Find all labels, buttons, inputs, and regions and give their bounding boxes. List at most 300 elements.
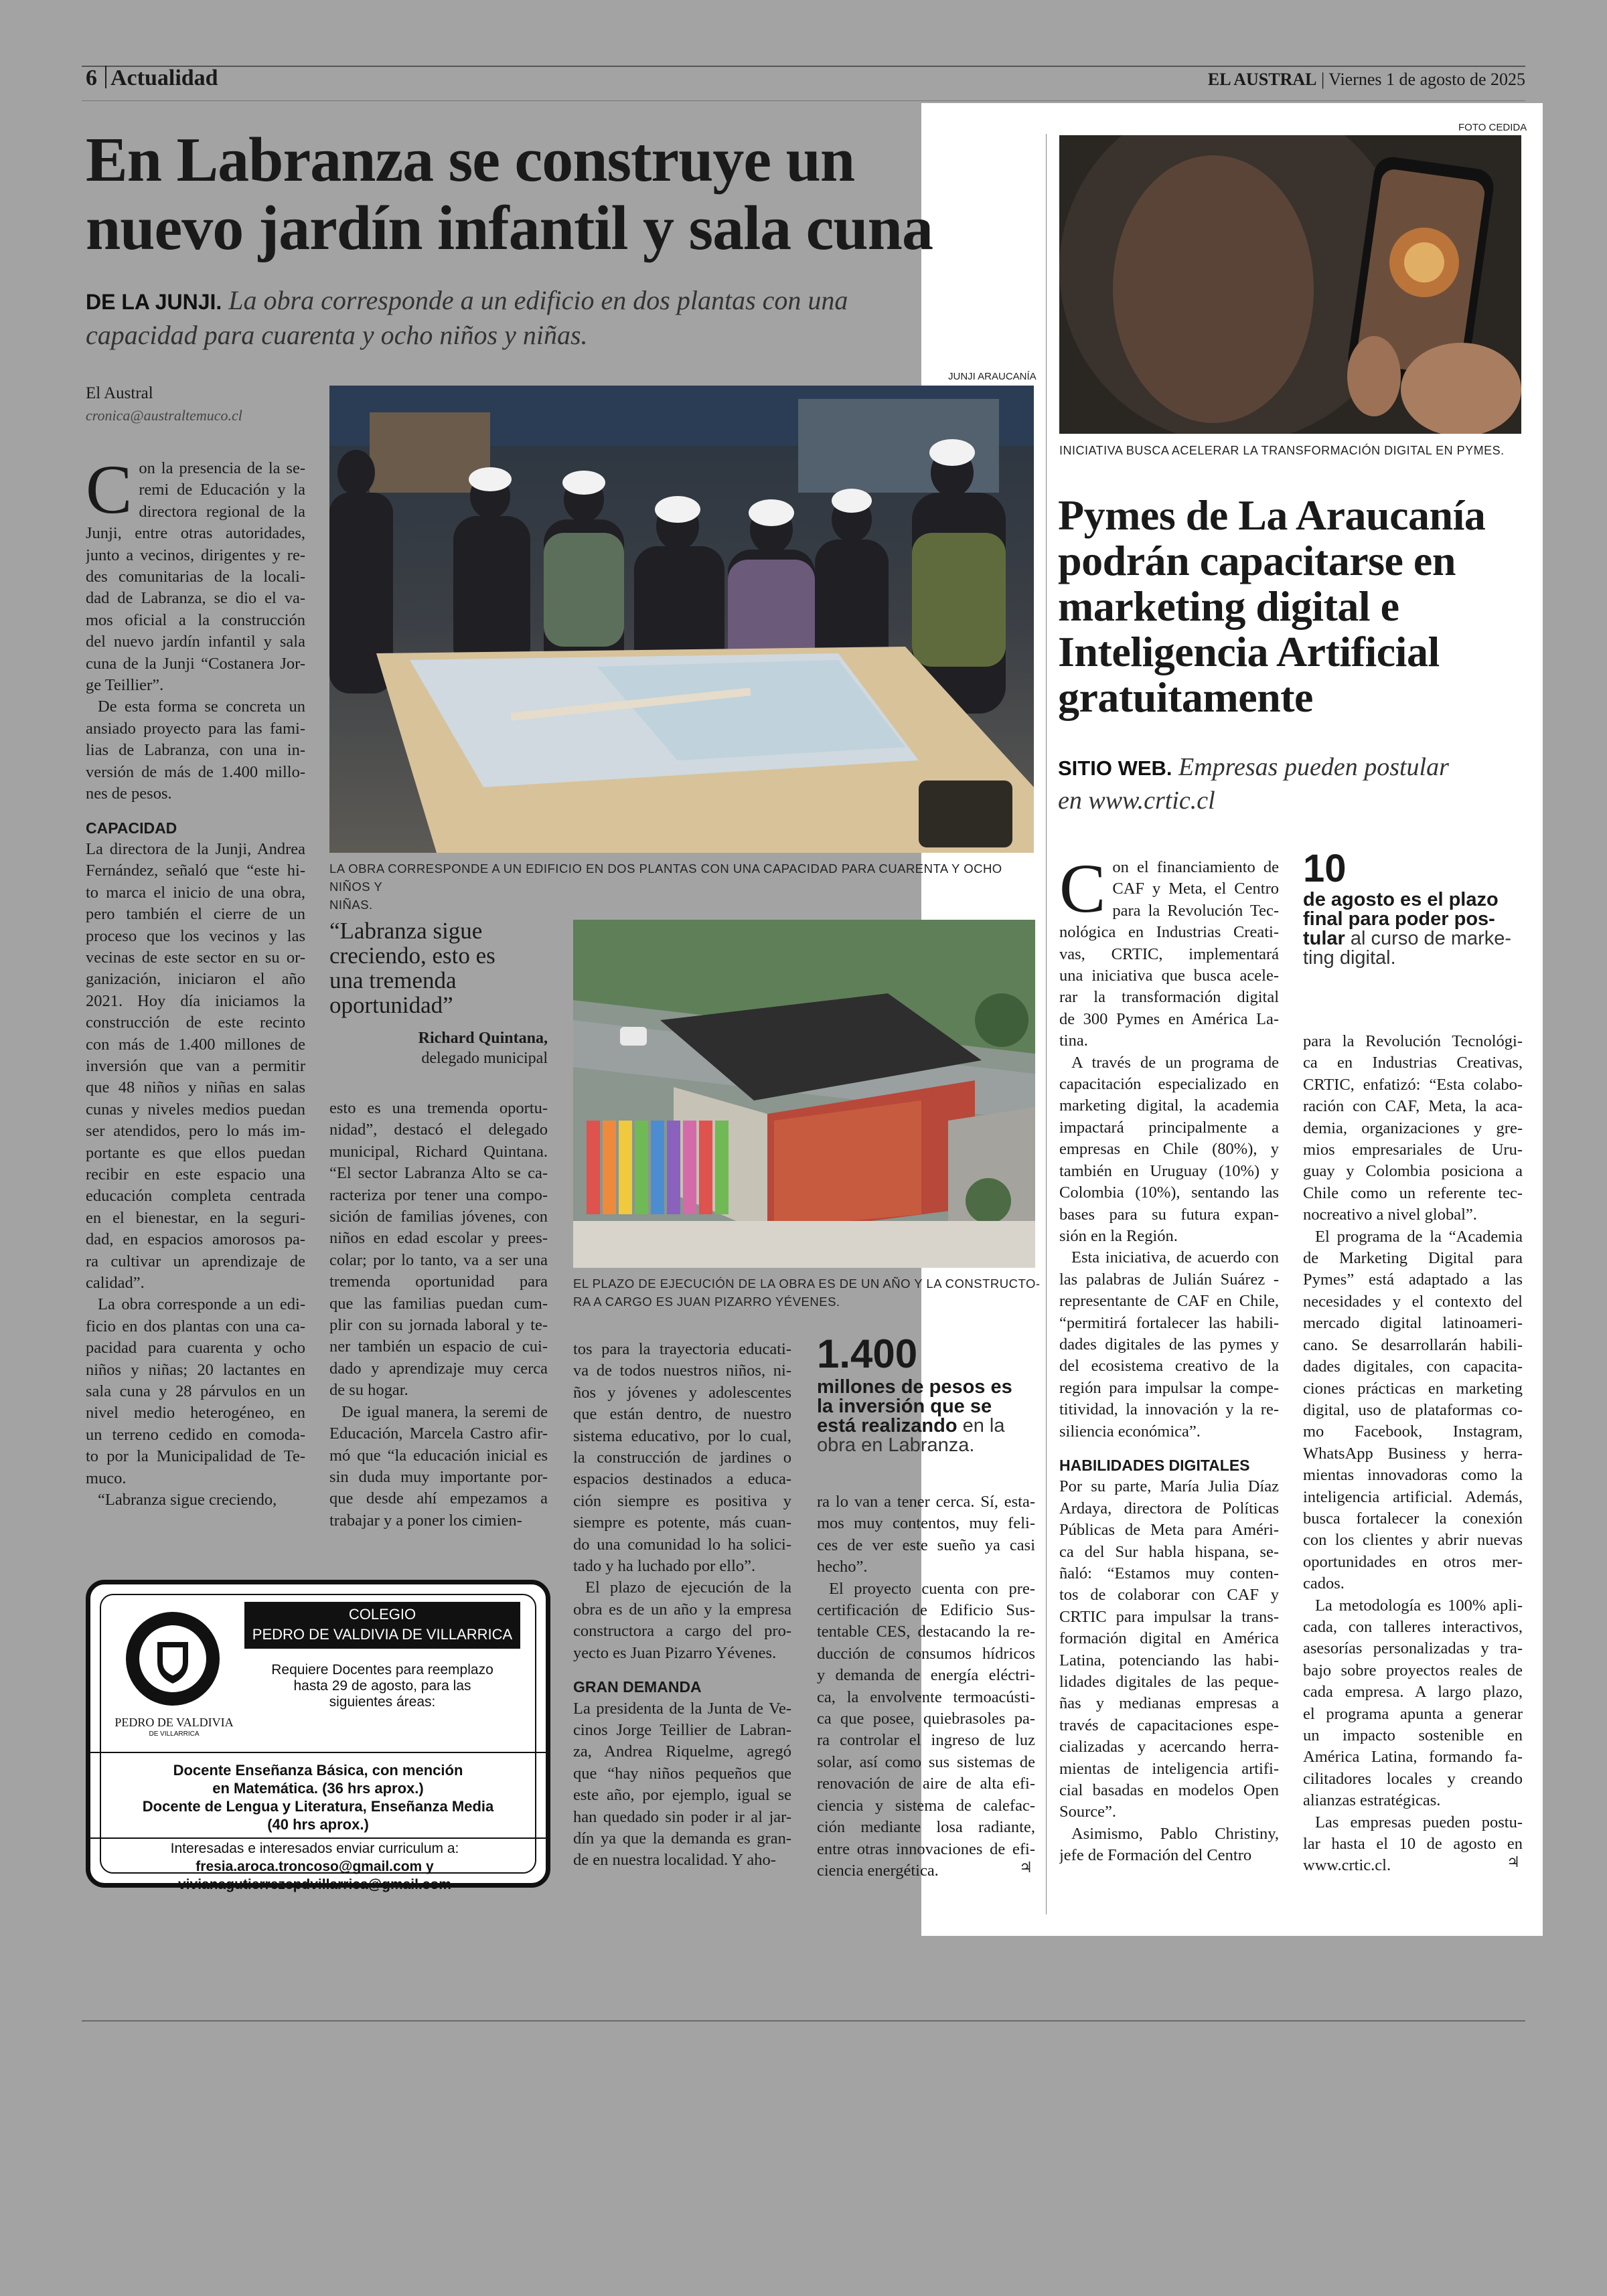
headline-line: podrán capacitarse en [1058,537,1456,584]
text-line: certificación de Edificio Sus- [817,1601,1035,1620]
side-column-1 [1059,850,1279,1867]
text-line: del ecosistema creativo de la [1059,1357,1279,1376]
text-line: muco. [86,1469,127,1487]
school-seal-icon [123,1609,223,1709]
paragraph [86,1294,305,1489]
stat-text-rest: obra en Labranza. [817,1434,975,1456]
text-line: formación digital en América [1059,1629,1279,1648]
text-line: cada, con talleres interactivos, [1303,1617,1523,1636]
text-line: WhatsApp Business y herra- [1303,1444,1523,1463]
text-line: niños en edad escolar y prees- [329,1229,548,1248]
ad-line: Docente de Lengua y Literatura, Enseñanza Media [142,1798,494,1815]
byline-author: El Austral [86,384,153,402]
text-line: través de capacitaciones espe- [1059,1716,1279,1734]
text-line: to marca el inicio de una obra, [86,883,305,902]
text-line: ge Teillier”. [86,676,164,695]
paragraph [817,1578,1035,1882]
headline-line: Pymes de La Araucanía [1058,491,1486,539]
paragraph [1303,1595,1523,1812]
text-line: ñaló: “Estamos muy conten- [1059,1564,1279,1582]
paragraph [86,696,305,805]
section-name: Actualidad [110,66,218,90]
text-line: ción mediante losa radiante, [817,1818,1035,1837]
text-line: impactará principalmente a [1059,1118,1279,1137]
text-line: demia, organizaciones y gre- [1303,1119,1523,1137]
text-line: CAF y Meta, el Centro [1112,880,1279,898]
stat-number: 1.400 [817,1331,918,1376]
text-line: ficio en dos plantas con una ca- [86,1317,305,1335]
text-line: han quedado sin poder ir al jar- [573,1807,791,1826]
text-line: dado y aprendizaje muy cerca [329,1359,548,1378]
stat-box [817,1331,1038,1456]
text-line: hecho”. [817,1558,868,1576]
paragraph [1303,1812,1523,1877]
headline-line: En Labranza se construye un [86,125,855,195]
text-line: que desde ahí empezamos a [329,1489,548,1508]
ad-line: en Matemática. (36 hrs aprox.) [212,1780,424,1797]
text-line: tos para la trayectoria educati- [573,1340,791,1358]
text-line: des comunitarias de la locali- [86,568,305,586]
text-line: sición de familias jóvenes, con [329,1208,548,1226]
text-line: tado y ha luchado por ello”. [573,1557,756,1576]
text-line: ca del Sur habla hispana, se- [1059,1542,1279,1561]
banner-line: PEDRO DE VALDIVIA DE VILLARRICA [252,1626,513,1643]
quote-author: Richard Quintana, [418,1030,548,1047]
section-header [86,66,218,91]
ad-contact-block [100,1839,529,1894]
text-line: “El sector Labranza Alto se ca- [329,1164,548,1183]
text-line: za, Andrea Riquelme, agregó [573,1742,791,1761]
text-line: dad de Labranza, se dio el va- [86,589,305,608]
paragraph [329,1098,548,1402]
header-bottom-rule [82,100,1525,101]
text-line: lias de Labranza, con una in- [86,741,305,760]
stat-box [1303,847,1524,969]
text-line: ños y jóvenes y adolescentes [573,1383,791,1402]
text-line: de en nuestra localidad. Y aho- [573,1851,776,1870]
text-line: va de todos nuestros niños, ni- [573,1362,791,1380]
stat-number: 10 [1303,847,1347,890]
text-line: CRTIC para impulsar la trans- [1059,1607,1279,1626]
text-line: empresas en Chile (80%), y [1059,1140,1279,1159]
text-line: construcción de este recinto [86,1013,305,1032]
text-line: to por la Municipalidad de Te- [86,1447,305,1466]
text-line: esto es una tremenda oportu- [329,1099,548,1117]
text-line: que están dentro, de nuestro [573,1405,791,1424]
text-line: municipal, Richard Quintana. [329,1142,548,1161]
ad-requirement [244,1662,520,1710]
side-deck [1058,751,1527,817]
caption-line: EL PLAZO DE EJECUCIÓN DE LA OBRA ES DE UN AÑO Y LA CONSTRUCTO- [573,1277,1041,1291]
text-line: que 48 niños y niñas en salas [86,1078,305,1097]
text-line: mercado digital latinoameri- [1303,1314,1523,1333]
text-line: directora regional de la [139,502,305,521]
photo-credit: FOTO CEDIDA [1458,122,1527,133]
ad-email: vivianagutierrezcpdvillarrica@gmail.com [178,1877,451,1892]
text-line: ciencia energética. [817,1861,939,1880]
photo-caption: INICIATIVA BUSCA ACELERAR LA TRANSFORMACIÓN DIGITAL EN PYMES. [1059,444,1505,457]
text-line: las palabras de Julián Suárez - [1059,1270,1279,1289]
text-line: también en Uruguay (10%) y [1059,1161,1279,1180]
text-line: Chile como un referente tec- [1303,1183,1523,1202]
text-line: y demanda de energía eléctri- [817,1666,1035,1685]
text-line: que “hay niños pequeños que [573,1764,791,1783]
ad-line: siguientes áreas: [329,1694,436,1710]
text-line: de 300 Pymes en América La- [1059,1009,1279,1028]
text-line: un impacto sostenible en [1303,1726,1523,1744]
text-line: lidades digitales de las peque- [1059,1673,1279,1692]
text-line: ra cultivar un aprendizaje de [86,1252,305,1270]
text-line: entre otras innovaciones de efi- [817,1839,1035,1858]
text-line: tina. [1059,1032,1088,1050]
text-line: cuna de la Junji “Costanera Jor- [86,654,305,673]
text-line: do una comunidad lo ha solici- [573,1535,791,1554]
deck-text: Empresas pueden postular [1178,753,1449,781]
deck-text: La obra corresponde a un edificio en dos plantas con una [228,285,848,315]
text-line: La obra corresponde a un edi- [98,1295,305,1314]
caption-line: LA OBRA CORRESPONDE A UN EDIFICIO EN DOS PLANTAS CON UNA CAPACIDAD PARA CUARENTA Y OCHO NIÑOS Y [329,862,1002,894]
text-line: para la Revolución Tecnológi- [1303,1032,1523,1050]
text-line: ciencia y sistema de calefac- [817,1796,1035,1815]
text-line: mientas de inteligencia artifi- [1059,1759,1279,1778]
text-line: digital, uso de plataformas co- [1303,1400,1523,1419]
drop-cap: C [86,451,133,528]
text-line: ción siempre es positiva y [573,1491,791,1510]
text-line: Latina, potenciando las habi- [1059,1651,1279,1669]
paragraph [573,1698,791,1872]
text-line: Colombia (10%), sentando las [1059,1183,1279,1202]
text-line: dades digitales, con capacita- [1303,1358,1523,1376]
text-line: Ardaya, directora de Políticas [1059,1499,1279,1518]
headline-line: gratuitamente [1058,673,1313,721]
stat-text [817,1378,1038,1455]
text-line: cinos Jorge Teillier de Labran- [573,1720,791,1739]
text-line: ración con CAF, Meta, la aca- [1303,1097,1523,1116]
text-line: Educación, Marcela Castro afir- [329,1424,548,1443]
ad-banner [244,1602,520,1649]
text-line: dad, en espacios amorosos pa- [86,1230,305,1249]
text-line: Esta iniciativa, de acuerdo con [1071,1248,1279,1267]
main-headline [86,126,1037,262]
ad-line: (40 hrs aprox.) [267,1816,369,1833]
text-line: niños y niñas; 20 lactantes en [86,1360,305,1379]
text-line: nivel medio heterogéneo, en [86,1404,305,1422]
text-line: De igual manera, la seremi de [341,1402,548,1421]
text-line: ansiado proyecto para las fami- [86,719,305,738]
photo-caption [573,1275,1042,1311]
paper-name: EL AUSTRAL [1207,70,1317,89]
text-line: mios empresariales de Uru- [1303,1141,1523,1159]
seal-name: PEDRO DE VALDIVIA [114,1716,234,1729]
headline-line: Inteligencia Artificial [1058,628,1440,675]
text-line: educación completa centrada [86,1187,305,1206]
seal-city: DE VILLARRICA [149,1730,200,1738]
text-line: este año, por ejemplo, igual se [573,1786,791,1805]
text-line: cilitadores locales y creando [1303,1769,1523,1788]
stat-text-bold: la inversión que se [817,1396,992,1417]
paper-dateline: EL AUSTRAL | Viernes 1 de agosto de 2025 [1207,70,1525,89]
building-render-photo [573,920,1035,1268]
text-line: nológica en Industrias Creati- [1059,923,1279,942]
deck-text: capacidad para cuarenta y ocho niños y niñas. [86,320,588,350]
text-line: inteligencia artificial. Además, [1303,1487,1523,1506]
subhead: GRAN DEMANDA [573,1678,702,1696]
text-line: guay y Colombia posiciona a [1303,1162,1523,1181]
ad-line: Requiere Docentes para reemplazo [271,1662,493,1677]
quote-line: una tremenda [329,967,457,993]
text-line: mo Facebook, Instagram, [1303,1422,1523,1441]
footer-rule [82,2020,1525,2022]
text-line: alianzas estratégicas. [1303,1791,1441,1810]
text-line: junto a vecinos, dirigentes y re- [86,546,305,564]
text-line: representante de CAF en Chile, [1059,1292,1279,1311]
text-line: pacidad para cuarenta y ocho [86,1339,305,1358]
text-line: La metodología es 100% apli- [1315,1596,1523,1615]
text-line: Fernández, señaló que “este hi- [86,862,305,880]
byline-email: cronica@australtemuco.cl [86,407,242,424]
paragraph [86,1489,305,1511]
article-column-3 [573,1339,791,1872]
stat-text-bold: final para poder pos- [1303,908,1495,930]
text-line: cializadas y acercando herra- [1059,1738,1279,1756]
text-line: nidad”, destacó el delegado [329,1121,548,1139]
text-line: renovación de aire de alta efi- [817,1775,1035,1793]
ad-line: Interesadas e interesados enviar curriculum a: [170,1841,459,1856]
paragraph [817,1491,1035,1578]
construction-meeting-photo [329,386,1034,853]
text-line: dín ya que la demanda es gran- [573,1829,791,1848]
text-line: capacitación especializado en [1059,1075,1279,1094]
ad-divider [90,1752,546,1753]
text-line: titividad, la innovación y la re- [1059,1400,1279,1419]
main-deck [86,284,956,352]
text-line: Las empresas pueden postu- [1315,1813,1523,1831]
paragraph [1303,1226,1523,1595]
text-line: siliencia económica”. [1059,1422,1201,1441]
text-line: El proyecto cuenta con pre- [829,1579,1035,1598]
quote-line: “Labranza sigue [329,918,483,944]
header-top-rule [82,66,1525,67]
text-line: ganización, iniciaron el año [86,970,305,989]
ad-line: hasta 29 de agosto, para las [293,1678,471,1694]
byline [86,384,242,424]
text-line: pero también el cierre de un [86,905,305,924]
text-line: ca que posee, quiebrasoles pa- [817,1710,1035,1728]
text-line: “Labranza sigue creciendo, [98,1491,277,1509]
text-line: el programa apunta a generar [1303,1704,1523,1723]
paragraph [1059,1052,1279,1248]
text-line: ner también un espacio de cui- [329,1337,548,1356]
text-line: ser atendidos, pero lo más im- [86,1122,305,1141]
text-line: sistema educativo, por lo cual, [573,1426,791,1445]
text-line: ñas y medianas empresas a [1059,1694,1279,1713]
text-line: yecto es Juan Pizarro Yévenes. [573,1643,777,1662]
paragraph [1303,1031,1523,1226]
text-line: mos muy contentos, muy feli- [817,1514,1035,1533]
text-line: La presidenta de la Junta de Ve- [573,1699,791,1718]
ad-line: Docente Enseñanza Básica, con mención [173,1762,463,1779]
pull-quote [329,918,550,1017]
building-render-illustration [573,920,1035,1268]
text-line: mos oficial a la construcción [86,610,305,629]
text-line: Públicas de Meta para Améri- [1059,1521,1279,1540]
text-line: en el bienestar, en la seguri- [86,1208,305,1227]
text-line: ces de ver este sueño ya casi [817,1536,1035,1554]
text-line: El programa de la “Academia [1315,1227,1523,1246]
deck-kicker: SITIO WEB. [1058,756,1172,780]
text-line: región para impulsar la compe- [1059,1378,1279,1397]
deck-kicker: DE LA JUNJI. [86,290,222,314]
ad-email: fresia.aroca.troncoso@gmail.com y [196,1859,434,1874]
text-line: cada empresa. A largo plazo, [1303,1683,1523,1702]
text-line: 2021. Hoy día iniciamos la [86,991,305,1010]
text-line: cunas y niveles medios puedan [86,1100,305,1119]
banner-line: COLEGIO [348,1606,416,1623]
text-line: busca fortalecer la conexión [1303,1509,1523,1528]
text-line: El plazo de ejecución de la [585,1578,791,1597]
text-line: nes de pesos. [86,785,172,803]
stat-text-bold: tular [1303,928,1345,949]
subhead: HABILIDADES DIGITALES [1059,1456,1250,1474]
caption-line: NIÑAS. [329,898,373,912]
quote-attribution [329,1028,548,1068]
text-line: Junji, entre otras autoridades, [86,524,305,543]
text-line: www.crtic.cl. [1303,1856,1391,1875]
text-line: trabajar y a poner los cimien- [329,1511,522,1530]
paragraph [573,1577,791,1664]
text-line: ducción de consumos hídricos [817,1644,1035,1663]
text-line: bases para su futura expan- [1059,1205,1279,1224]
text-line: ra controlar el ingreso de luz [817,1731,1035,1750]
text-line: racteriza por tener una compo- [329,1185,548,1204]
text-line: Por su parte, María Julia Díaz [1059,1477,1279,1496]
text-line: bajo sobre proyectos reales de [1303,1661,1523,1679]
text-line: Source”. [1059,1803,1117,1821]
side-column-2 [1303,1031,1523,1877]
text-line: on el financiamiento de [1112,858,1279,876]
text-line: un terreno cedido en comoda- [86,1425,305,1444]
stat-text-rest: en la [957,1415,1005,1437]
column-divider [1046,134,1047,1914]
article-column-2 [329,1098,548,1532]
paragraph [1059,1247,1279,1443]
text-line: necesidades y el contexto del [1303,1292,1523,1311]
quote-role: delegado municipal [421,1050,548,1067]
paragraph [1059,1823,1279,1867]
text-line: remi de Educación y la [139,481,305,499]
stat-text-rest: al curso de marke- [1345,928,1512,949]
text-line: calidad”. [86,1274,145,1293]
headline-line: nuevo jardín infantil y sala cuna [86,193,933,263]
paragraph [329,1402,548,1532]
text-line: La directora de la Junji, Andrea [86,839,305,858]
text-line: que las familias puedan cum- [329,1294,548,1313]
text-line: para la Revolución Tec- [1112,901,1279,920]
text-line: vas, CRTIC, implementará [1059,945,1279,963]
text-line: A través de un programa de [1071,1053,1279,1072]
text-line: tremenda oportunidad para [329,1273,548,1291]
text-line: jefe de Formación del Centro [1059,1846,1252,1865]
text-line: oportunidades en otros mer- [1303,1552,1523,1571]
text-line: con más de 1.400 millones de [86,1035,305,1054]
text-line: sin duda muy importante por- [329,1467,548,1486]
text-line: portante es que ellos puedan [86,1143,305,1162]
stat-text-bold: de agosto es el plazo [1303,889,1499,910]
text-line: ca en Industrias Creativas, [1303,1054,1523,1072]
text-line: sión en la Región. [1059,1226,1178,1245]
text-line: vecinas de este sector en su or- [86,948,305,967]
construction-meeting-illustration [329,386,1034,853]
paragraph [86,839,305,1295]
text-line: plir con su jornada laboral y te- [329,1316,548,1335]
end-mark-icon: ♃ [1019,1859,1032,1876]
stat-text-rest: ting digital. [1303,947,1396,969]
page-number: 6 [86,66,97,90]
text-line: rar la transformación digital [1059,988,1279,1007]
ad-divider [90,1837,546,1839]
text-line: cial basadas en modelos Open [1059,1781,1279,1800]
text-line: espacios destinados a educa- [573,1470,791,1489]
text-line: una iniciativa que busca acele- [1059,967,1279,985]
text-line: ca, la envolvente termoacústi- [817,1688,1035,1706]
text-line: versión de más de 1.400 millo- [86,762,305,781]
headline-line: marketing digital e [1058,582,1399,630]
smartphone-photo [1059,135,1521,434]
side-headline [1058,493,1527,720]
stat-text-bold: millones de pesos es [817,1376,1012,1398]
photo-caption [329,859,1039,914]
text-line: lar hasta el 10 de agosto en [1303,1835,1523,1854]
ad-positions [104,1761,532,1833]
text-line: cano. Se desarrollarán habili- [1303,1335,1523,1354]
issue-date: Viernes 1 de agosto de 2025 [1328,70,1525,89]
text-line: cados. [1303,1574,1345,1593]
text-line: on la presencia de la se- [139,459,305,477]
paragraph [1059,1476,1279,1823]
text-line: sala cuna y 28 párvulos en un [86,1382,305,1401]
text-line: mó que “la educación inicial es [329,1446,548,1465]
text-line: del nuevo jardín infantil y sala [86,633,305,651]
text-line: Pymes” está adaptado a las [1303,1270,1523,1289]
text-line: de Marketing Digital para [1303,1249,1523,1268]
text-line: mientas innovadoras como la [1303,1466,1523,1485]
text-line: ra lo van a tener cerca. Sí, esta- [817,1493,1035,1511]
text-line: tentable CES, destacando la re- [817,1623,1035,1641]
text-line: constructora a cargo del pro- [573,1622,791,1641]
subhead: CAPACIDAD [86,819,177,837]
photo-credit: JUNJI ARAUCANÍA [948,371,1037,382]
text-line: siempre es potente, más cuan- [573,1513,791,1532]
caption-line: RA A CARGO ES JUAN PIZARRO YÉVENES. [573,1295,840,1309]
text-line: asesorías personalizadas y tra- [1303,1639,1523,1658]
text-line: nocreativo a nivel global”. [1303,1206,1477,1224]
text-line: ciones prácticas en marketing [1303,1379,1523,1398]
quote-line: oportunidad” [329,992,453,1018]
text-line: dades digitales de las pymes y [1059,1335,1279,1354]
text-line: recibir en este espacio una [86,1165,305,1183]
stat-text-bold: está realizando [817,1415,958,1437]
text-line: colar; por lo tanto, va a ser una [329,1250,548,1269]
text-line: inversión que van a permitir [86,1056,305,1075]
text-line: de su hogar. [329,1381,408,1400]
smartphone-illustration [1059,135,1521,434]
end-mark-icon: ♃ [1507,1854,1520,1872]
text-line: proceso que los vecinos y las [86,926,305,945]
stat-text [1303,890,1524,968]
text-line: marketing digital, la academia [1059,1096,1279,1115]
headline-lines [1058,493,1527,720]
header-separator [105,66,106,88]
